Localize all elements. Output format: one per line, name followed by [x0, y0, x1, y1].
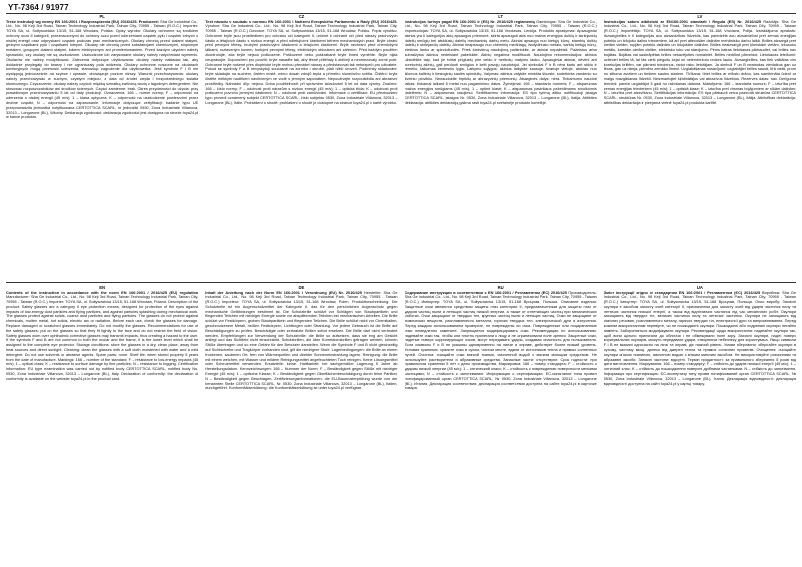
section-body: Виробник: Sha Ge Industrial Co., Ltd., No. 98 Keji 3rd Road, Tainan Technology Industrial Park, Tainan City, 70955 - Taiwan (R.O.C.) Імпортер: TOYA SA, ul. Sołtysowicka 13/15, 51-168 Вроцлав, Польща. Опис виробу: Захисні окуляри є засобом захисту очей категорії II, призначеним для захисту очей від ударів частинок пилу та летючих частинок низької енергії, а також від відлітаючих частинок під час механічних робіт. Окуляри захищають від твердих тіл, великих частинок пилу та летючих частинок. Окуляри не захищають від хімічних речовин, розплавленого металу, гарячих твердих тіл, електричної дуги та випромінювання. Перед кожним використанням перевірте, чи не пошкоджені окуляри. Пошкоджені або подряпані окуляри негайно замініть. Забороняється модифікувати окуляри. Рекомендації щодо використання: надягайте окуляри так, щоб вони щільно прилягали до обличчя і не обмежували поле зору. Захисні окуляри, надіті поверх коригувальних окулярів, можуть передавати удари, створюючи небезпеку для користувача. Якщо символи F і B не вказані одночасно на лінзі та оправі, діє нижчий рівень. Умови зберігання: зберігайте окуляри в сухому, чистому місці, далеко від джерел тепла та прямих сонячних променів. Очищення: очищайте окуляри м'якою тканиною, змоченою водою з м'яким миючим засобом. Не використовуйте розчинники та абразивні засоби. Запасні частини: відсутні. Термін придатності: за правильного зберігання 5 років від дати виготовлення. Маркування: 166 – номер стандарту; F – стійкість до ударів низької енергії (45 м/с); 1 – оптичний клас; K – стійкість до пошкодження поверхні дрібними частинками; N – стійкість до запотівання. Інформація про сертифікацію: ЄС-експертизу типу провів нотифікований орган CERTOTTICA SCARL, № 0530, Zona Industriale Villanova, 32013 – Longarone (BL), Італія. Декларація відповідності: декларація відповідності доступна на сайті toya24.pl у картці товару.	[603, 290, 796, 386]
section-language-code: UA	[696, 285, 703, 290]
section-heading: Содержание инструкции в соответствии с EN 166:2001 / Регламентом (ЕС) 2016/425	[404, 290, 569, 295]
section-heading: Text návodu v souladu s normou EN 166:2001 i Nařízení Evropského Parlamentu a Rady (EU) 2016/425.	[205, 19, 398, 24]
section-body: Ražotājs: Sha Ge Industrial Co., Ltd., No. 98 Keji 3rd Road, Tainan Technology Industrial Park, Tainan City, 70955 - Taiwan (R.O.C.) Importētājs: TOYA SA, ul. Sołtysowicka 13/15, 51-168 Vroclava, Polija. Izstrādājuma apraksts: Aizsargbrilles ir II kategorijas acu aizsardzības līdzeklis, kas paredzēts acu aizsardzībai pret zemas enerģijas putekļu un lidojošu daļiņu triecieniem, kā arī pret atlecošām daļiņām mehānisko darbu laikā. Brilles aizsargā pret cietām vielām, rupjām putekļu daļiņām un lidojošām daļiņām. Brilles neaizsargā pret ķīmiskām vielām, izkusušu metālu, karstām cietām vielām, elektrisko loku vai starojumu. Pirms katras lietošanas pārbaudiet, vai brilles nav bojātas. Bojātas vai saskrāpētas brilles nekavējoties nomainiet. Brilles nedrīkst pārveidot. Lietošanas ieteikumi: uzlieciet brilles tā, lai tās cieši piegultu sejai un neierobežotu redzes lauku. Aizsargbrilles, kas tiek valkātas virs korekcijas brillēm, var pārnest triecienus, radot risku lietotājam. Ja simboli F un B neatrodas vienlaikus gan uz lēcas, gan uz rāmja, piemēro zemāko līmeni. Uzglabāšanas nosacījumi: uzglabājiet brilles sausā, tīrā vietā, prom no siltuma avotiem un tiešiem saules stariem. Tīrīšana: tīriet brilles ar mīkstu drānu, kas samitrināta ūdenī ar maigu mazgāšanas līdzekli. Neizmantojiet šķīdinātājus vai abrazīvus līdzekļus. Rezerves daļas: nav. Derīguma termiņš: pareizi uzglabājot 5 gadi no ražošanas datuma. Marķējums: 166 – standarta numurs; F – izturība pret zemas enerģijas triecieniem (45 m/s); 1 – optiskā klase; K – izturība pret virsmas bojājumiem ar sīkām daļiņām; N – izturība pret aizsvīšanu. Sertifikācijas informācija: ES tipa pārbaudi veica paziņotā struktūra CERTOTTICA SCARL, struktūras Nr. 0530, Zona Industriale Villanova, 32013 – Longarone (BL), Itālija. Atbilstības deklarācija: atbilstības deklarācija ir pieejama vietnē toya24.pl produkta kartītē.	[603, 19, 796, 106]
section-language-code: PL	[99, 14, 105, 19]
section-heading: Contents of the instruction in accordance with the norm EN 166:2001 / 2016/425 (EU) regulation	[6, 290, 199, 295]
section-ua	[604, 285, 796, 563]
section-lt	[405, 14, 597, 282]
section-pl	[6, 14, 198, 282]
section-language-code: LV	[697, 14, 703, 19]
section-de	[205, 285, 397, 563]
section-heading: Зміст інструкції згідно зі стандартом EN 166:2001 / Регламентом (ЄС) 2016/425	[603, 290, 763, 295]
section-body: Výrobce: Sha Ge Industrial Co., Ltd., No. 98 Keji 3rd Road, Tainan Technology Industrial Park, Tainan City, 70955 - Taiwan (R.O.C.) Dovozce: TOYA SA, ul. Sołtysowicka 13/15, 51-168 Wrocław, Polsko. Popis výrobku: Ochranné brýle jsou prostředkem pro ochranu očí kategorie II, určené k ochraně očí před nárazy prachových částic a létajících částic s nízkou energií a před odletujícími částicemi během mechanických prací. Brýle chrání před pevnými tělesy, hrubými prachovými částicemi a létajícími částicemi. Brýle nechrání před chemickými látkami, roztaveným kovem, horkými pevnými tělesy, elektrickým obloukem ani zářením. Před každým použitím zkontrolujte, zda brýle nejsou poškozené. Poškozené nebo poškrábané brýle ihned vyměňte. Brýle nijak neupravujte. Doporučení pro použití: brýle nasaďte tak, aby těsně přiléhaly k obličeji a neomezovaly zorné pole. Ochranné brýle nošené přes dioptrické brýle mohou přenášet nárazy a představovat tak nebezpečí pro uživatele. Pokud se symboly F a B nevyskytují současně na zorníku i obrubě, platí nižší úroveň. Podmínky skladování: brýle skladujte na suchém, čistém místě, mimo dosah zdrojů tepla a přímého slunečního světla. Čištění: brýle čistěte měkkým hadříkem navlhčeným ve vodě s jemným saponátem. Nepoužívejte rozpouštědla ani abrazivní prostředky. Náhradní díly: nejsou. Doba použitelnosti: při správném skladování 5 let od data výroby. Značení: 166 – číslo normy; F – odolnost proti nárazům s nízkou energií (45 m/s); 1 – optická třída; K – odolnost proti poškození povrchu jemnými částicemi; N – odolnost proti zamlžování. Informace o certifikaci: EU přezkoušení typu provedl oznámený subjekt CERTOTTICA SCARL, číslo subjektu 0530, Zona Industriale Villanova, 32013 – Longarone (BL), Itálie. Prohlášení o shodě: prohlášení o shodě je dostupné na stránce toya24.pl v kartě výrobku.	[205, 24, 398, 106]
section-body: Gamintojas: Sha Ge Industrial Co., Ltd., No. 98 Keji 3rd Road, Tainan Technology Industrial Park, Tainan City, 70955 - Taiwan (R.O.C.) Importuotojas: TOYA SA, ul. Sołtysowicka 13/15, 51-168 Vroclavas, Lenkija. Produkto aprašymas: Apsauginiai akiniai yra II kategorijos akių apsaugos priemonė, skirta apsaugoti akis nuo mažos energijos dulkių ir skriejančių dalelių smūgių bei atskilusių dalelių mechaninių darbų metu. Akiniai apsaugo nuo kietųjų kūnų, stambių dulkių dalelių ir skriejančių dalelių. Akiniai neapsaugo nuo cheminių medžiagų, išsilydžiusio metalo, karštų kietųjų kūnų, elektros lanko ar spinduliuotės. Prieš kiekvieną naudojimą patikrinkite, ar akiniai nepažeisti. Pažeistus arba subraižytus akinius nedelsiant pakeiskite. Akinių negalima modifikuoti. Naudojimo rekomendacijos: akinius užsidėkite taip, kad jie tvirtai priglustų prie veido ir neribotų matymo lauko. Apsauginiai akiniai, dėvimi ant korekcinių akinių, gali perduoti smūgius ir kelti pavojų naudotojui. Jei simboliai F ir B nėra kartu ant stiklo ir rėmelio, taikomas žemesnis lygis. Laikymo sąlygos: akinius laikykite sausoje, švarioje vietoje, atokiau nuo šilumos šaltinių ir tiesioginių saulės spindulių. Valymas: akinius valykite minkšta šluoste, sudrėkinta vandeniu su švelniu plovikliu. Nenaudokite tirpiklių ar abrazyvinių priemonių. Atsarginės dalys: nėra. Tinkamumo naudoti laikas: tinkamai laikant 5 metai nuo pagaminimo datos. Žymėjimai: 166 – standarto numeris; F – atsparumas mažos energijos smūgiams (45 m/s); 1 – optinė klasė; K – atsparumas paviršiaus pažeidimams smulkiomis dalelėmis; N – atsparumas rasojimui. Sertifikavimo informacija: ES tipo tyrimą atliko notifikuotoji įstaiga CERTOTTICA SCARL, įstaigos Nr. 0530, Zona Industriale Villanova, 32013 – Longarone (BL), Italija. Atitikties deklaracija: atitikties deklaraciją galima rasti toya24.pl svetainėje produkto kortelėje.	[404, 19, 597, 106]
section-language-code: DE	[298, 285, 305, 290]
section-language-code: CZ	[298, 14, 305, 19]
section-body: Sha Ge Industrial Co., Ltd., No. 98 Keji 3rd Road, Tainan Technology Industrial Park, Tainan City, 70955 - Taiwan (R.O.C.) Importer: TOYA SA, ul. Sołtysowicka 13/15, 51-168 Wrocław, Polska. Opisy wyrobu: Okulary ochronne są środkiem ochrony oczu II kategorii, przeznaczonymi do ochrony oczu przed uderzeniami cząstek pyłu i cząstek lotnych o niskiej energii oraz odpryskami cząstek podczas prac mechanicznych. Okulary chronią przed ciałami stałymi, grubymi cząstkami pyłu i cząstkami lotnymi. Okulary nie chronią przed substancjami chemicznymi, stopionym metalem, gorącymi ciałami stałymi, łukiem elektrycznym ani promieniowaniem. Przed każdym użyciem należy sprawdzić, czy okulary nie są uszkodzone. Uszkodzone lub zarysowane okulary należy natychmiast wymienić. Okularów nie należy modyfikować. Zalecenia dotyczące użytkowania: okulary należy nakładać tak, aby dokładnie przylegały do twarzy i nie ograniczały pola widzenia. Okulary ochronne noszone na okularach korekcyjnych mogą przenosić uderzenia, stanowiąc zagrożenie dla użytkownika. Jeśli symbole F i B nie występują jednocześnie na szybce i oprawie, obowiązuje poziom niższy. Warunki przechowywania: okulary należy przechowywać w suchym, czystym miejscu, z dala od źródeł ciepła i bezpośredniego światła słonecznego. Czyszczenie: okulary należy czyścić miękką szmatką zwilżoną wodą z łagodnym detergentem. Nie stosować rozpuszczalników ani środków ściernych. Części zamienne: brak. Okres przydatności do użycia: przy prawidłowym przechowywaniu 5 lat od daty produkcji. Oznaczenia: 166 – numer normy; F – odporność na uderzenia o niskiej energii (45 m/s); 1 – klasa optyczna; K – odporność na uszkodzenie powierzchni przez drobne cząstki; N – odporność na zaparowanie. Informacje dotyczące certyfikacji: badanie typu UE przeprowadziła jednostka notyfikowana CERTOTTICA SCARL, nr jednostki 0530, Zona Industriale Villanova, 32013 – Longarone (BL), Włochy. Deklaracja zgodności: deklaracja zgodności jest dostępna na stronie toya24.pl w karcie produktu.	[6, 19, 199, 120]
section-body: Manufacturer: Sha Ge Industrial Co., Ltd., No. 98 Keji 3rd Road, Tainan Technology Industrial Park, Tainan City, 70955 - Taiwan (R.O.C.) Importer: TOYA SA, ul. Sołtysowicka 13/15, 51-168 Wrocław, Poland. Description of the product: Safety glasses are a category II eye protection means, designed for protection of the eyes against impacts of low-energy dust particles and flying particles, and against particles splashing during mechanical work. The glasses protect against solids, coarse dust particles and flying particles. The glasses do not protect against chemicals, molten metal, hot solids, electric arc or radiation. Before each use, check the glasses for damage. Replace damaged or scratched glasses immediately. Do not modify the glasses. Recommendations for use of the safety glasses: put on the glasses so that they fit tightly to the face and do not restrict the field of vision. Safety glasses worn over ophthalmic corrective glasses may transmit impacts, thus creating a hazard to the user. If the symbols F and B are not common to both the ocular and the frame, it is the lower level which shall be assigned to the complete eye protector. Storage conditions: store the glasses in a dry, clean place, away from heat sources and direct sunlight. Cleaning: clean the glasses with a soft cloth moistened with water and a mild detergent. Do not use solvents or abrasive agents. Spare parts: none. Shelf life: when stored properly 5 years from the date of manufacture. Markings: 166 – number of the standard; F – resistance to low-energy impacts (45 m/s); 1 – optical class; K – resistance to surface damage by fine particles; N – resistance to fogging. Certification information: EU type examination was carried out by notified body CERTOTTICA SCARL, notified body No. 0530, Zona Industriale Villanova, 32013 – Longarone (BL), Italy. Declaration of conformity: the declaration of conformity is available on the website toya24.pl in the product card.	[6, 295, 199, 381]
section-heading: Instrukcijas saturs atbilstoši ar EN166:2001 standarti / Regula (ES) Nr. 2016/425	[603, 19, 764, 24]
section-cz	[205, 14, 397, 282]
language-grid	[6, 14, 796, 563]
section-language-code: EN	[99, 285, 106, 290]
section-lv	[604, 14, 796, 282]
section-heading: Inhalt der Anleitung nach der Norm EN 166:2001 / Verordnung (EU) Nr. 2016/425	[205, 290, 364, 295]
section-language-code: LT	[498, 14, 504, 19]
section-body: Производитель: Sha Ge Industrial Co., Ltd., No. 98 Keji 3rd Road, Tainan Technology Industrial Park, Tainan City, 70955 - Taiwan (R.O.C.) Импортер: TOYA SA, ul. Sołtysowicka 13/15, 51-168 Вроцлав, Польша. Описание изделия: Защитные очки являются средством защиты глаз категории II, предназначенным для защиты глаз от ударов частиц пыли и летящих частиц низкой энергии, а также от отлетающих частиц при механических работах. Очки защищают от твердых тел, крупных частиц пыли и летящих частиц. Очки не защищают от химических веществ, расплавленного металла, горячих твердых тел, электрической дуги и излучения. Перед каждым использованием проверьте, не повреждены ли очки. Поврежденные или поцарапанные очки немедленно замените. Запрещается модифицировать очки. Рекомендации по использованию: надевайте очки так, чтобы они плотно прилегали к лицу и не ограничивали поле зрения. Защитные очки, надетые поверх корригирующих очков, могут передавать удары, создавая опасность для пользователя. Если символы F и B не указаны одновременно на линзе и оправе, действует более низкий уровень. Условия хранения: храните очки в сухом, чистом месте, вдали от источников тепла и прямых солнечных лучей. Очистка: очищайте очки мягкой тканью, смоченной водой с мягким моющим средством. Не используйте растворители и абразивные средства. Запасные части: отсутствуют. Срок годности: при правильном хранении 5 лет с даты производства. Маркировка: 166 – номер стандарта; F – стойкость к ударам низкой энергии (45 м/с); 1 – оптический класс; K – стойкость к повреждению поверхности мелкими частицами; N – стойкость к запотеванию. Информация о сертификации: ЕС-испытание типа провел нотифицированный орган CERTOTTICA SCARL, № 0530, Zona Industriale Villanova, 32013 – Longarone (BL), Италия. Декларация соответствия: декларация соответствия доступна на сайте toya24.pl в карточке товара.	[404, 290, 597, 391]
section-heading: Instrukcijos turinys pagal EN 166:2001 ir (ES) Nr. 2016/425 reglamentą	[404, 19, 537, 24]
section-body: Hersteller: Sha Ge Industrial Co., Ltd., No. 98 Keji 3rd Road, Tainan Technology Industrial Park, Tainan City, 70955 - Taiwan (R.O.C.) Importeur: TOYA SA, ul. Sołtysowicka 13/15, 51-168 Wrocław, Polen. Produktbeschreibung: Die Schutzbrille ist ein Augenschutzmittel der Kategorie II, das für den persönlichen Augenschutz gegen mechanische Gefährdungen bestimmt ist. Die Schutzbrille schützt vor Schlägen von Staubpartikeln und fliegenden Teilchen mit niedriger Energie sowie vor absplitternden Teilchen bei mechanischen Arbeiten. Die Brille schützt vor Festkörpern, groben Staubpartikeln und fliegenden Teilchen. Die Brille schützt nicht vor Chemikalien, geschmolzenem Metall, heißen Festkörpern, Lichtbogen oder Strahlung. Vor jedem Gebrauch ist die Brille auf Beschädigungen zu prüfen. Beschädigte oder zerkratzte Brillen sofort ersetzen. Die Brille darf nicht verändert werden. Empfehlungen zur Verwendung der Schutzbrille: die Brille so aufsetzen, dass sie eng am Gesicht anliegt und das Sichtfeld nicht einschränkt. Schutzbrillen, die über Korrektionsbrillen getragen werden, können Stöße übertragen und so eine Gefahr für den Benutzer darstellen. Wenn die Symbole F und B nicht gleichzeitig auf Sichtscheibe und Tragkörper vorhanden sind, gilt die niedrigere Stufe. Lagerbedingungen: die Brille an einem trockenen, sauberen Ort, fern von Wärmequellen und direkter Sonneneinstrahlung lagern. Reinigung: die Brille mit einem weichen, mit Wasser und mildem Reinigungsmittel angefeuchteten Tuch reinigen. Keine Lösungsmittel oder Scheuermittel verwenden. Ersatzteile: keine. Haltbarkeit: bei sachgemäßer Lagerung 5 Jahre ab Herstellungsdatum. Kennzeichnungen: 166 – Nummer der Norm; F – Beständigkeit gegen Stöße mit niedriger Energie (45 m/s); 1 – optische Klasse; K – Beständigkeit gegen Oberflächenbeschädigung durch feine Partikel; N – Beständigkeit gegen Beschlagen. Zertifizierungsinformationen: die EU-Baumusterprüfung wurde von der benannten Stelle CERTOTTICA SCARL, Nr. 0530, Zona Industriale Villanova, 32013 – Longarone (BL), Italien, durchgeführt. Konformitätserklärung: die Konformitätserklärung ist unter toya24.pl verfügbar.	[205, 290, 398, 391]
section-en	[6, 285, 198, 563]
section-ru	[405, 285, 597, 563]
section-heading: Treść instrukcji wg normy EN 166:2001 i Rozporządzenia (EU) 2016/425. Producent:	[6, 19, 161, 24]
section-language-code: RU	[497, 285, 504, 290]
document-title: YT-7364 / 91977	[8, 3, 69, 12]
